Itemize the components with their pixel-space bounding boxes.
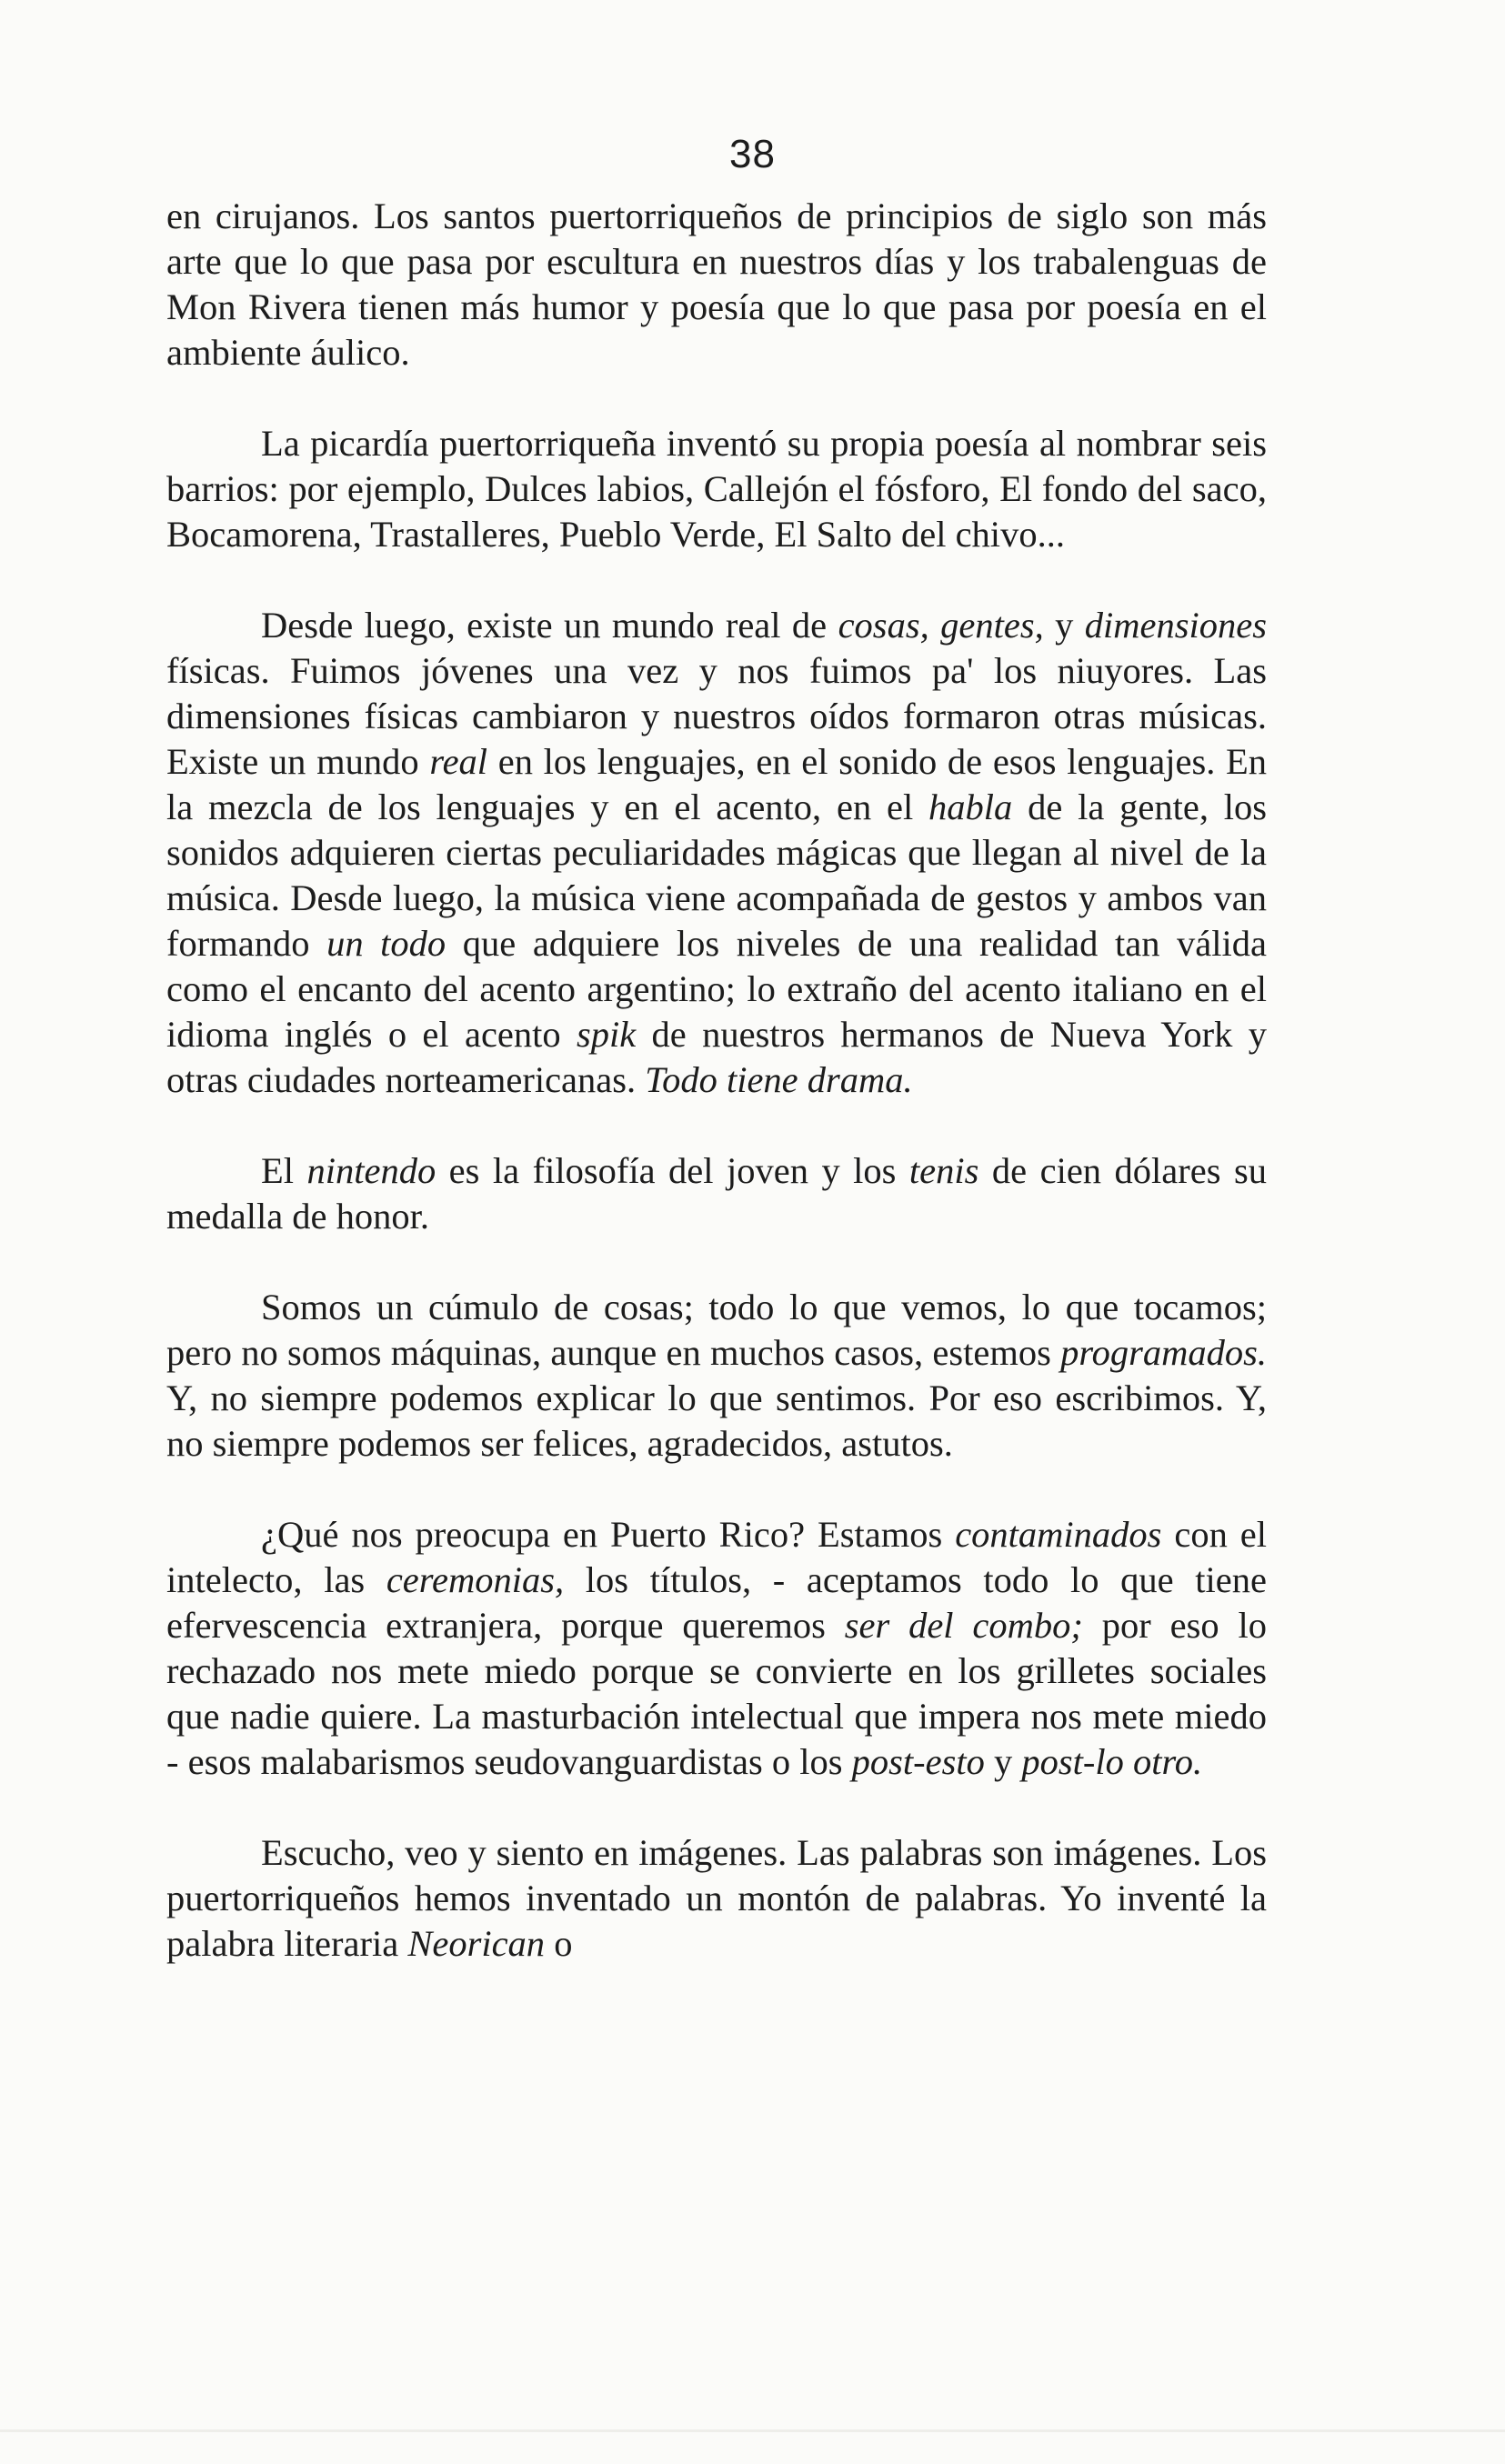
text-run: que adquiere los niveles de una realidad tan válida como el encanto del acento argentino; lo extraño del acento italiano en el idioma inglés o el acento [166,923,1267,1055]
emphasized-text: un todo [326,923,446,964]
emphasized-text: dimensiones [1084,605,1268,646]
emphasized-text: nintendo [306,1150,436,1191]
emphasized-text: spik [576,1014,637,1055]
paragraph [166,1512,1267,1785]
text-run: de nuestros hermanos de Nueva York y otras ciudades norteamericanas. [166,1014,1267,1100]
text-run: o [545,1923,573,1964]
text-run: es la filosofía del joven y los [436,1150,909,1191]
paragraph [166,421,1267,557]
text-run: Escucho, veo y siento en imágenes. Las palabras son imágenes. Los puertorriqueños hemos inventado un montón de palabras. Yo inventé la palabra literaria [166,1832,1267,1964]
text-run: El [261,1150,307,1191]
text-run: La picardía puertorriqueña inventó su propia poesía al nombrar seis barrios: por ejemplo, Dulces labios, Callejón el fósforo, El fondo del saco, Bocamorena, Trastalleres, Pueblo Verde, El Salto del chivo... [166,423,1267,555]
text-run: y [1043,605,1085,646]
paragraph [166,1148,1267,1239]
text-run: Y, no siempre podemos explicar lo que sentimos. Por eso escribimos. Y, no siempre podemos ser felices, agradecidos, astutos. [166,1377,1267,1464]
emphasized-text: real [429,741,488,782]
text-run: físicas. Fuimos jóvenes una vez y nos fuimos pa' los niuyores. Las dimensiones físicas cambiaron y nuestros oídos formaron otras músicas. Existe un mundo [166,650,1267,782]
emphasized-text: habla [928,786,1013,827]
text-run: por eso lo rechazado nos mete miedo porque se convierte en los grilletes sociales que nadie quiere. La masturbación intelectual que impera nos mete miedo - esos malabarismos seudovanguardistas o los [166,1605,1267,1782]
text-run: los títulos, - aceptamos todo lo que tiene efervescencia extranjera, porque queremos [166,1559,1267,1646]
page-bottom-edge [0,2429,1505,2432]
emphasized-text: ser del combo; [844,1605,1083,1646]
paragraph [166,603,1267,1103]
text-run: de cien dólares su medalla de honor. [166,1150,1267,1237]
emphasized-text: post-lo otro. [1021,1741,1203,1782]
page-number: 38 [729,132,776,176]
emphasized-text: post-esto [851,1741,985,1782]
text-run: ¿Qué nos preocupa en Puerto Rico? Estamos [261,1514,956,1555]
paragraph [166,1830,1267,1967]
emphasized-text: Neorican [407,1923,546,1964]
text-run: Desde luego, existe un mundo real de [261,605,838,646]
emphasized-text: cosas, gentes, [838,605,1044,646]
text-run: y [984,1741,1022,1782]
text-run: Somos un cúmulo de cosas; todo lo que vemos, lo que tocamos; pero no somos máquinas, aunque en muchos casos, estemos [166,1287,1267,1373]
text-run: en cirujanos. Los santos puertorriqueños de principios de siglo son más arte que lo que pasa por escultura en nuestros días y los trabalenguas de Mon Rivera tienen más humor y poesía que lo que pasa por poesía en el ambiente áulico. [166,195,1267,373]
body-text [166,194,1267,1967]
text-run: en los lenguajes, en el sonido de esos lenguajes. En la mezcla de los lenguajes y en el acento, en el [166,741,1268,827]
paragraph [166,194,1267,376]
emphasized-text: ceremonias, [386,1559,565,1600]
emphasized-text: tenis [908,1150,979,1191]
emphasized-text: Todo tiene drama. [645,1059,913,1100]
text-run: de la gente, los sonidos adquieren ciertas peculiaridades mágicas que llegan al nivel de la música. Desde luego, la música viene acompañada de gestos y ambos van formando [166,786,1268,964]
paragraph [166,1285,1267,1467]
text-run: con el intelecto, las [166,1514,1267,1600]
emphasized-text: contaminados [955,1514,1162,1555]
emphasized-text: programados. [1060,1332,1267,1373]
